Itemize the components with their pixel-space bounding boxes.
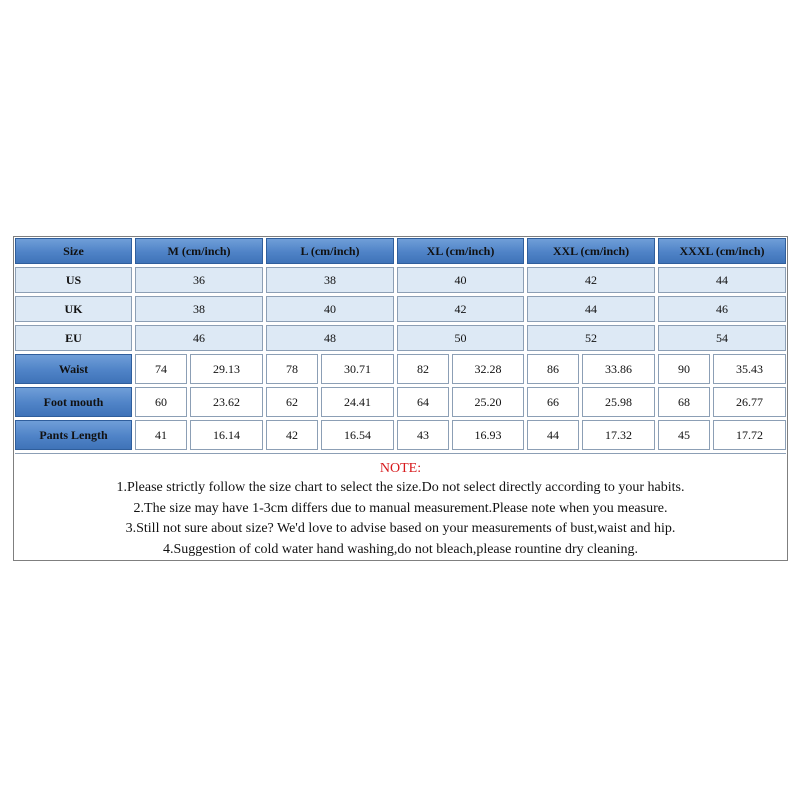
header-m: M (cm/inch) (135, 238, 263, 264)
waist-m-inch: 29.13 (190, 354, 263, 384)
row-label-foot-mouth: Foot mouth (15, 387, 132, 417)
eu-l: 48 (266, 325, 394, 351)
length-xl-cm: 43 (397, 420, 449, 450)
length-xxl-inch: 17.32 (582, 420, 655, 450)
length-m-cm: 41 (135, 420, 187, 450)
us-xxl: 42 (527, 267, 655, 293)
length-xxxl-inch: 17.72 (713, 420, 786, 450)
length-xxxl-cm: 45 (658, 420, 710, 450)
header-xl: XL (cm/inch) (397, 238, 524, 264)
length-l-cm: 42 (266, 420, 318, 450)
foot-xl-cm: 64 (397, 387, 449, 417)
length-m-inch: 16.14 (190, 420, 263, 450)
size-chart (13, 236, 788, 561)
foot-xxl-cm: 66 (527, 387, 579, 417)
header-l: L (cm/inch) (266, 238, 394, 264)
uk-xxl: 44 (527, 296, 655, 322)
uk-xxxl: 46 (658, 296, 786, 322)
header-size: Size (15, 238, 132, 264)
row-label-uk: UK (15, 296, 132, 322)
waist-l-cm: 78 (266, 354, 318, 384)
waist-xxxl-cm: 90 (658, 354, 710, 384)
header-xxxl: XXXL (cm/inch) (658, 238, 786, 264)
row-label-pants-length: Pants Length (15, 420, 132, 450)
note-line-2: 2.The size may have 1-3cm differs due to manual measurement.Please note when you measure. (133, 500, 668, 516)
eu-xl: 50 (397, 325, 524, 351)
row-label-waist: Waist (15, 354, 132, 384)
note-line-1: 1.Please strictly follow the size chart to select the size.Do not select directly according to your habits. (116, 480, 685, 495)
header-xxl: XXL (cm/inch) (527, 238, 655, 264)
row-label-us: US (15, 267, 132, 293)
notes-section (15, 453, 786, 559)
length-xxl-cm: 44 (527, 420, 579, 450)
foot-l-inch: 24.41 (321, 387, 394, 417)
row-label-eu: EU (15, 325, 132, 351)
waist-m-cm: 74 (135, 354, 187, 384)
waist-l-inch: 30.71 (321, 354, 394, 384)
length-xl-inch: 16.93 (452, 420, 524, 450)
foot-xl-inch: 25.20 (452, 387, 524, 417)
note-line-4: 4.Suggestion of cold water hand washing,do not bleach,please rountine dry cleaning. (162, 541, 639, 557)
eu-m: 46 (135, 325, 263, 351)
foot-xxxl-cm: 68 (658, 387, 710, 417)
foot-m-cm: 60 (135, 387, 187, 417)
note-line-3: 3.Still not sure about size? We'd love to advise based on your measurements of bust,waist and hip. (125, 521, 676, 536)
note-title: NOTE: (379, 461, 422, 476)
waist-xxl-inch: 33.86 (582, 354, 655, 384)
waist-xxl-cm: 86 (527, 354, 579, 384)
us-m: 36 (135, 267, 263, 293)
foot-m-inch: 23.62 (190, 387, 263, 417)
foot-xxl-inch: 25.98 (582, 387, 655, 417)
foot-l-cm: 62 (266, 387, 318, 417)
foot-xxxl-inch: 26.77 (713, 387, 786, 417)
uk-xl: 42 (397, 296, 524, 322)
uk-m: 38 (135, 296, 263, 322)
waist-xl-inch: 32.28 (452, 354, 524, 384)
length-l-inch: 16.54 (321, 420, 394, 450)
us-l: 38 (266, 267, 394, 293)
waist-xl-cm: 82 (397, 354, 449, 384)
waist-xxxl-inch: 35.43 (713, 354, 786, 384)
eu-xxxl: 54 (658, 325, 786, 351)
uk-l: 40 (266, 296, 394, 322)
us-xl: 40 (397, 267, 524, 293)
eu-xxl: 52 (527, 325, 655, 351)
us-xxxl: 44 (658, 267, 786, 293)
